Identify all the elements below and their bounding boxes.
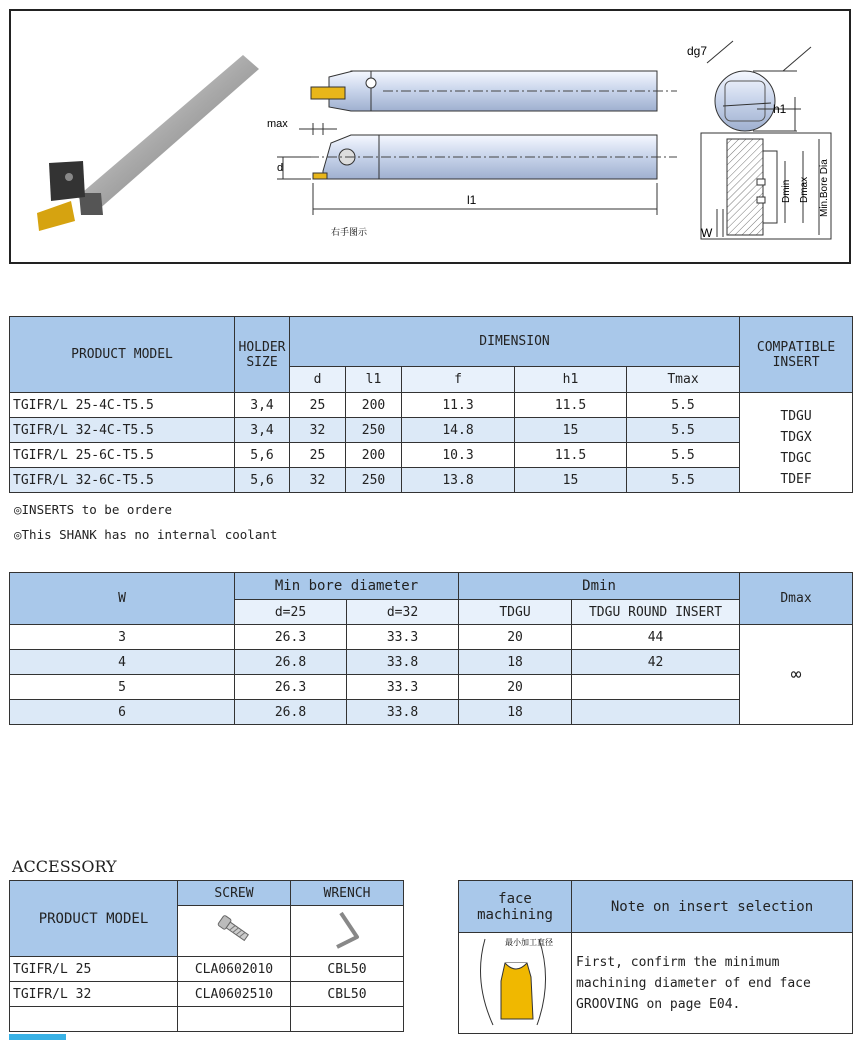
footer-accent-bar <box>9 1034 66 1040</box>
cell-wrench: CBL50 <box>291 957 404 982</box>
table-row <box>10 393 853 418</box>
right-hand-caption: 右手图示 <box>331 227 368 237</box>
cell-f: 13.8 <box>402 468 515 493</box>
cell-d25: 26.8 <box>235 700 347 725</box>
insert-tdgx: TDGX <box>780 429 812 445</box>
bore-schematic <box>701 133 831 240</box>
cell-size: 3,4 <box>235 418 290 443</box>
cell-w: 4 <box>10 650 235 675</box>
cell-round: 44 <box>572 625 740 650</box>
cell-d25: 26.3 <box>235 625 347 650</box>
cell-d32: 33.8 <box>347 700 459 725</box>
cell-round <box>572 700 740 725</box>
cell-h1: 15 <box>515 468 627 493</box>
table-row <box>10 700 853 725</box>
tool-drawing-panel <box>9 9 851 264</box>
cell-model: TGIFR/L 32-4C-T5.5 <box>10 418 235 443</box>
cell-model: TGIFR/L 32-6C-T5.5 <box>10 468 235 493</box>
cell-model: TGIFR/L 25-4C-T5.5 <box>10 393 235 418</box>
screw-image-cell <box>178 906 291 957</box>
note-inserts: ◎INSERTS to be ordere <box>14 502 173 517</box>
cell-l1: 200 <box>346 443 402 468</box>
table-row <box>10 650 853 675</box>
cell-d: 25 <box>290 393 346 418</box>
cell-d: 32 <box>290 418 346 443</box>
cell-l1: 250 <box>346 468 402 493</box>
header-dmax: Dmax <box>740 573 853 625</box>
cell-l1: 250 <box>346 418 402 443</box>
cell-h1: 11.5 <box>515 443 627 468</box>
face-groove-illustration <box>465 933 565 1029</box>
wrench-icon <box>327 907 367 951</box>
cell-size: 3,4 <box>235 393 290 418</box>
header-dimension: DIMENSION <box>290 317 740 367</box>
cell-acc-model: TGIFR/L 32 <box>10 982 178 1007</box>
cell-d25: 26.8 <box>235 650 347 675</box>
cell-tdgu: 20 <box>459 625 572 650</box>
cell-f: 10.3 <box>402 443 515 468</box>
insert-tdef: TDEF <box>780 471 812 487</box>
table-row <box>10 468 853 493</box>
face-image-cell <box>459 933 572 1034</box>
header-f: f <box>402 367 515 393</box>
header-product-model: PRODUCT MODEL <box>10 317 235 393</box>
header-tmax: Tmax <box>627 367 740 393</box>
insert-selection-note: First, confirm the minimum machining diameter of end face GROOVING on page E04. <box>572 933 853 1034</box>
cell-d: 32 <box>290 468 346 493</box>
w-label: W <box>701 226 713 240</box>
table-row <box>10 418 853 443</box>
cell-tmax: 5.5 <box>627 443 740 468</box>
header-tdgu-round: TDGU ROUND INSERT <box>572 600 740 625</box>
table-row <box>10 443 853 468</box>
product-table <box>9 316 853 493</box>
header-note-insert: Note on insert selection <box>572 881 853 933</box>
dg7-label: dg7 <box>687 44 708 58</box>
cell-screw: CLA0602010 <box>178 957 291 982</box>
header-dmin: Dmin <box>459 573 740 600</box>
bore-table <box>9 572 853 725</box>
dmin-label: Dmin <box>781 179 792 203</box>
cell-tdgu: 18 <box>459 700 572 725</box>
cell-inserts <box>740 393 853 493</box>
l1-label: l1 <box>467 193 477 207</box>
cell-d25: 26.3 <box>235 675 347 700</box>
table-row <box>10 982 404 1007</box>
header-wrench: WRENCH <box>291 881 404 906</box>
header-w: W <box>10 573 235 625</box>
cell-screw: CLA0602510 <box>178 982 291 1007</box>
tool-side-view <box>267 118 677 237</box>
cell-f: 14.8 <box>402 418 515 443</box>
min-bore-label: Min.Bore Dia <box>819 159 830 217</box>
header-acc-model: PRODUCT MODEL <box>10 881 178 957</box>
cell-w: 6 <box>10 700 235 725</box>
insert-tdgc: TDGC <box>780 450 812 466</box>
table-row <box>10 957 404 982</box>
cell-size: 5,6 <box>235 468 290 493</box>
cell-tmax: 5.5 <box>627 468 740 493</box>
accessory-table <box>9 880 404 1032</box>
tool-top-view <box>311 71 677 111</box>
cell-d32: 33.3 <box>347 675 459 700</box>
tool-end-view <box>687 41 811 131</box>
cell-tdgu: 18 <box>459 650 572 675</box>
cell-round: 42 <box>572 650 740 675</box>
cell-f: 11.3 <box>402 393 515 418</box>
cell-w: 5 <box>10 675 235 700</box>
cell-screw <box>178 1007 291 1032</box>
note-coolant: ◎This SHANK has no internal coolant <box>14 527 278 542</box>
header-h1: h1 <box>515 367 627 393</box>
cell-tmax: 5.5 <box>627 393 740 418</box>
cell-model: TGIFR/L 25-6C-T5.5 <box>10 443 235 468</box>
cell-d: 25 <box>290 443 346 468</box>
header-d: d <box>290 367 346 393</box>
cell-round <box>572 675 740 700</box>
cell-d32: 33.3 <box>347 625 459 650</box>
screw-icon <box>214 909 254 949</box>
tool-3d-render <box>37 55 259 231</box>
header-compatible-insert: COMPATIBLE INSERT <box>740 317 853 393</box>
cell-size: 5,6 <box>235 443 290 468</box>
insert-tdgu: TDGU <box>780 408 812 424</box>
cell-w: 3 <box>10 625 235 650</box>
header-l1: l1 <box>346 367 402 393</box>
face-image-label: 最小加工直径 <box>505 938 553 947</box>
table-row <box>10 1007 404 1032</box>
wrench-image-cell <box>291 906 404 957</box>
dmax-label: Dmax <box>799 176 810 203</box>
header-d32: d=32 <box>347 600 459 625</box>
cell-d32: 33.8 <box>347 650 459 675</box>
table-row <box>10 675 853 700</box>
accessory-title: ACCESSORY <box>12 857 117 876</box>
cell-tmax: 5.5 <box>627 418 740 443</box>
cell-acc-model: TGIFR/L 25 <box>10 957 178 982</box>
face-machining-table <box>458 880 853 1034</box>
max-label: max <box>267 118 288 130</box>
header-d25: d=25 <box>235 600 347 625</box>
cell-wrench <box>291 1007 404 1032</box>
cell-wrench: CBL50 <box>291 982 404 1007</box>
cell-acc-model <box>10 1007 178 1032</box>
table-row <box>10 625 853 650</box>
cell-tdgu: 20 <box>459 675 572 700</box>
cell-h1: 11.5 <box>515 393 627 418</box>
h1-label: h1 <box>773 102 787 116</box>
d-label: d <box>277 162 284 174</box>
cell-l1: 200 <box>346 393 402 418</box>
cell-h1: 15 <box>515 418 627 443</box>
header-screw: SCREW <box>178 881 291 906</box>
cell-dmax-infinity: ∞ <box>740 625 853 725</box>
tool-drawing <box>11 11 849 262</box>
header-holder-size: HOLDER SIZE <box>235 317 290 393</box>
header-tdgu: TDGU <box>459 600 572 625</box>
header-face-machining: face machining <box>459 881 572 933</box>
header-min-bore: Min bore diameter <box>235 573 459 600</box>
